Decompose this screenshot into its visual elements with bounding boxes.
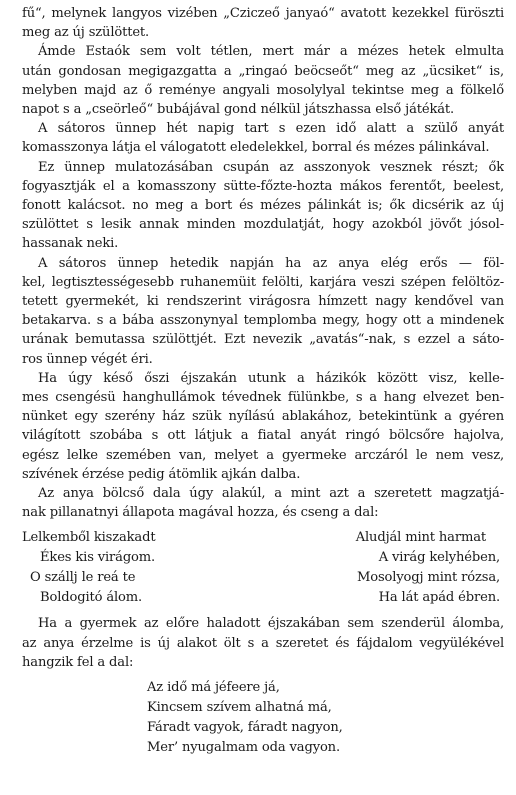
text-line: szülöttet s lesik annak minden mozdulatját, hogy azokból jövőt jósol- bbox=[22, 217, 504, 233]
text-line: meg az új szülöttet. bbox=[22, 25, 150, 41]
song-line: Fáradt vagyok, fáradt nagyon, bbox=[147, 720, 343, 736]
paragraph-8 bbox=[22, 614, 504, 672]
text-line: egész lelke szemében van, melyet a gyermeke arczáról le nem vesz, bbox=[22, 447, 504, 463]
paragraph-6 bbox=[22, 369, 504, 484]
text-line: A sátoros ünnep hét napig tart s ezen idő alatt a szülő anyát bbox=[38, 121, 504, 137]
document-page bbox=[22, 4, 504, 758]
text-line: Az anya bölcső dala úgy alakúl, a mint azt a szeretett magzatjá- bbox=[38, 486, 504, 502]
paragraph-4 bbox=[22, 158, 504, 254]
text-line: mes csengésü hanghullámok tévednek fülünkbe, s a hang elvezet ben- bbox=[22, 390, 504, 406]
text-line: komasszonya látja el válogatott eledelekkel, borral és mézes pálinkával. bbox=[22, 140, 490, 156]
verse-line: Ha lát apád ébren. bbox=[378, 590, 500, 606]
text-line: Ha a gyermek az előre haladott éjszakában sem szenderül álomba, bbox=[38, 616, 504, 632]
song-line: Mer’ nyugalmam oda vagyon. bbox=[147, 740, 340, 756]
text-line: kel, legtisztességesebb ruhanemüit felölti, karjára veszi szépen felöltöz- bbox=[22, 274, 504, 290]
text-line: fű“, melynek langyos vizében „Cziczeő janyaó“ avatott kezekkel füröszti bbox=[22, 6, 504, 21]
verse-line: Boldogitó álom. bbox=[40, 590, 143, 606]
text-line: A sátoros ünnep hetedik napján ha az anya elég erős — föl- bbox=[38, 255, 504, 271]
paragraph-5 bbox=[22, 254, 504, 369]
paragraph-2 bbox=[22, 42, 504, 119]
verse-line: O szállj le reá te bbox=[30, 570, 136, 586]
lullaby-verse bbox=[22, 528, 504, 608]
text-line: nünket egy szerény ház szük nyílású ablakához, betekintünk a gyéren bbox=[22, 409, 504, 425]
text-line: Ha úgy késő őszi éjszakán utunk a házikók között visz, kelle- bbox=[38, 370, 504, 386]
text-line: szívének érzése pedig átömlik ajkán dalba. bbox=[22, 466, 301, 482]
text-line: ros ünnep végét éri. bbox=[22, 351, 153, 367]
verse-line: Aludjál mint harmat bbox=[355, 530, 486, 546]
text-line: Ámde Estaók sem volt tétlen, mert már a mézes hetek elmulta bbox=[38, 44, 504, 60]
paragraph-7 bbox=[22, 484, 504, 522]
text-line: hassanak neki. bbox=[22, 236, 119, 252]
text-line: fonott kalácsot. no meg a bort és mézes pálinkát is; ők dicsérik az új bbox=[22, 198, 504, 214]
text-line: tetett gyermekét, ki rendszerint virágosra hímzett nagy kendővel van bbox=[22, 294, 504, 310]
verse-line: Lelkemből kiszakadt bbox=[22, 530, 156, 546]
text-line: napot s a „cseörleő“ bubájával gond nélkül játszhassa első játékát. bbox=[22, 102, 455, 118]
text-line: melyben majd az ő reménye angyali mosolylyal tekintse meg a fölkelő bbox=[22, 82, 504, 98]
verse-line: Mosolyogj mint rózsa, bbox=[356, 570, 500, 586]
verse-right-column bbox=[22, 528, 504, 608]
text-line: urának bemutassa szülöttjét. Ezt nevezik „avatás“-nak, s ezzel a sáto- bbox=[22, 332, 504, 348]
text-line: Ez ünnep mulatozásában csupán az asszonyok vesznek részt; ők bbox=[38, 159, 504, 175]
paragraph-1 bbox=[22, 4, 504, 42]
text-line: után gondosan megigazgatta a „ringaó beöcseőt“ meg az „ücsiket“ is, bbox=[22, 63, 504, 79]
text-line: az anya érzelme is új alakot ölt s a szeretet és fájdalom vegyülékével bbox=[22, 635, 504, 651]
text-line: világított szobába s ott látjuk a fiatal anyát ringó bölcsőre hajolva, bbox=[22, 428, 504, 444]
song-line: Kincsem szívem alhatná má, bbox=[147, 700, 332, 716]
paragraph-3 bbox=[22, 119, 504, 157]
lullaby-song bbox=[147, 678, 504, 758]
text-line: hangzik fel a dal: bbox=[22, 654, 134, 670]
verse-line: A virág kelyhében, bbox=[378, 550, 500, 566]
text-line: betakarva. s a bába asszonynyal templomba megy, hogy ott a mindenek bbox=[22, 313, 504, 329]
verse-line: Ékes kis virágom. bbox=[40, 550, 156, 566]
song-line: Az idő má jéfeere já, bbox=[147, 680, 280, 696]
text-line: nak pillanatnyi állapota magával hozza, és cseng a dal: bbox=[22, 505, 379, 521]
text-line: fogyasztják el a komasszony sütte-főzte-hozta mákos ferentőt, beelest, bbox=[22, 178, 504, 194]
